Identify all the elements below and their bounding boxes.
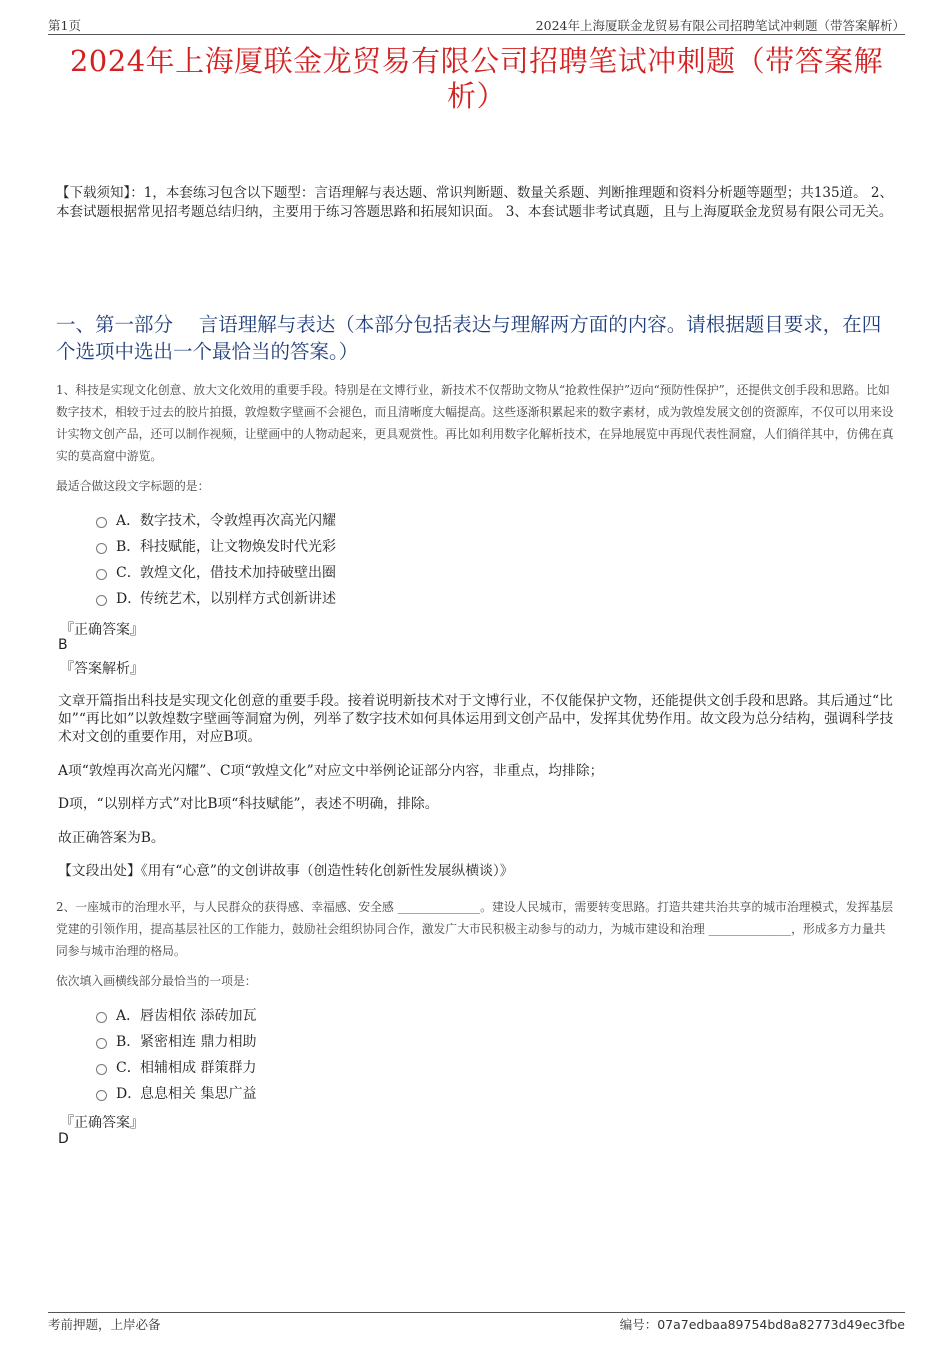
question-2-option-c[interactable] [96, 1055, 256, 1081]
section-title: 一、第一部分 言语理解与表达（本部分包括表达与理解两方面的内容。请根据题目要求，在四个选项中选出一个最恰当的答案。） [56, 313, 882, 363]
radio-icon[interactable] [96, 517, 107, 528]
question-1-analysis-option-ac: A项“敦煌再次高光闪耀”、C项“敦煌文化”对应文中举例论证部分内容，非重点，均排除； [58, 763, 604, 779]
download-notice: 【下载须知】：1，本套练习包含以下题型：言语理解与表达题、常识判断题、数量关系题、判断推理题和资料分析题等题型；共135道。 2、本套试题根据常见招考题总结归纳，主要用于练习答题思路和拓展知识面。 3、本套试题非考试真题，且与上海厦联金龙贸易有限公司无关。 [56, 185, 893, 220]
option-letter: B． [116, 1034, 141, 1050]
question-1-analysis-option-d: D项，“以别样方式”对比B项“科技赋能”，表述不明确，排除。 [58, 796, 439, 812]
question-1-answer: B [58, 637, 68, 653]
option-text: 息息相关 集思广益 [140, 1086, 257, 1102]
option-letter: C． [116, 565, 141, 581]
question-2-options [96, 1003, 256, 1107]
question-2-prompt: 依次填入画横线部分最恰当的一项是： [56, 974, 257, 988]
option-letter: B． [116, 539, 141, 555]
option-letter: D． [116, 591, 142, 607]
option-text: 传统艺术，以别样方式创新讲述 [140, 591, 336, 607]
option-text: 唇齿相依 添砖加瓦 [140, 1008, 257, 1024]
radio-icon[interactable] [96, 1012, 107, 1023]
footer-code-value: 07a7edbaa89754bd8a82773d49ec3fbe [657, 1317, 905, 1332]
radio-icon[interactable] [96, 543, 107, 554]
footer-slogan: 考前押题，上岸必备 [48, 1317, 161, 1332]
question-1-analysis-label: 『答案解析』 [60, 661, 144, 677]
option-text: 敦煌文化，借技术加持破壁出圈 [140, 565, 336, 581]
question-1-prompt: 最适合做这段文字标题的是： [56, 479, 210, 493]
page-footer [48, 1312, 905, 1335]
question-1-answer-label: 『正确答案』 [60, 622, 144, 638]
option-letter: A． [116, 513, 141, 529]
question-1-option-a[interactable] [96, 508, 336, 534]
question-1-source: 【文段出处】《用有“心意”的文创讲故事（创造性转化创新性发展纵横谈）》 [58, 863, 514, 879]
radio-icon[interactable] [96, 595, 107, 606]
page-header [48, 14, 905, 35]
question-2-option-a[interactable] [96, 1003, 256, 1029]
question-2-option-b[interactable] [96, 1029, 256, 1055]
option-text: 科技赋能，让文物焕发时代光彩 [140, 539, 336, 555]
question-1-option-d[interactable] [96, 586, 336, 612]
question-1-option-c[interactable] [96, 560, 336, 586]
option-letter: D． [116, 1086, 142, 1102]
question-1-analysis-conclusion: 故正确答案为B。 [58, 830, 165, 846]
question-2-text: 2、一座城市的治理水平，与人民群众的获得感、幸福感、安全感 ______________。建设人民城市，需要转变思路。打造共建共治共享的城市治理模式，发挥基层党建的引领作用，提高基层社区的工作能力，鼓励社会组织协同合作，激发广大市民积极主动参与的动力，为城市建设和治理 ______________，形成多方力量共同参与城市治理的格局。 [56, 900, 894, 958]
question-1-option-b[interactable] [96, 534, 336, 560]
question-1-analysis-paragraph: 文章开篇指出科技是实现文化创意的重要手段。接着说明新技术对于文博行业，不仅能保护文物，还能提供文创手段和思路。其后通过“比如”“再比如”以敦煌数字壁画等洞窟为例，列举了数字技术如何具体运用到文创产品中，发挥其优势作用。故文段为总分结构，强调科学技术对文创的重要作用，对应B项。 [58, 693, 894, 745]
document-title: 2024年上海厦联金龙贸易有限公司招聘笔试冲刺题（带答案解析） [69, 44, 884, 113]
page-number: 第1页 [48, 18, 81, 33]
question-1-text: 1、科技是实现文化创意、放大文化效用的重要手段。特别是在文博行业，新技术不仅帮助文物从“抢救性保护”迈向“预防性保护”，还提供文创手段和思路。比如数字技术，相较于过去的胶片拍摄，敦煌数字壁画不会褪色，而且清晰度大幅提高。这些逐渐积累起来的数字素材，成为敦煌发展文创的资源库，不仅可以用来设计实物文创产品，还可以制作视频，让壁画中的人物动起来，更具观赏性。再比如利用数字化解析技术，在异地展览中再现代表性洞窟，人们徜徉其中，仿佛在真实的莫高窟中游览。 [56, 383, 894, 463]
option-text: 数字技术，令敦煌再次高光闪耀 [140, 513, 336, 529]
radio-icon[interactable] [96, 569, 107, 580]
option-text: 紧密相连 鼎力相助 [140, 1034, 257, 1050]
question-2-answer: D [58, 1131, 69, 1147]
question-1-options [96, 508, 336, 612]
question-2-answer-label: 『正确答案』 [60, 1115, 144, 1131]
footer-code [620, 1315, 905, 1333]
question-2-option-d[interactable] [96, 1081, 256, 1107]
radio-icon[interactable] [96, 1090, 107, 1101]
radio-icon[interactable] [96, 1038, 107, 1049]
radio-icon[interactable] [96, 1064, 107, 1075]
option-letter: C． [116, 1060, 141, 1076]
option-letter: A． [116, 1008, 141, 1024]
header-doc-title: 2024年上海厦联金龙贸易有限公司招聘笔试冲刺题（带答案解析） [535, 18, 905, 33]
footer-code-label: 编号： [619, 1317, 658, 1332]
option-text: 相辅相成 群策群力 [140, 1060, 257, 1076]
